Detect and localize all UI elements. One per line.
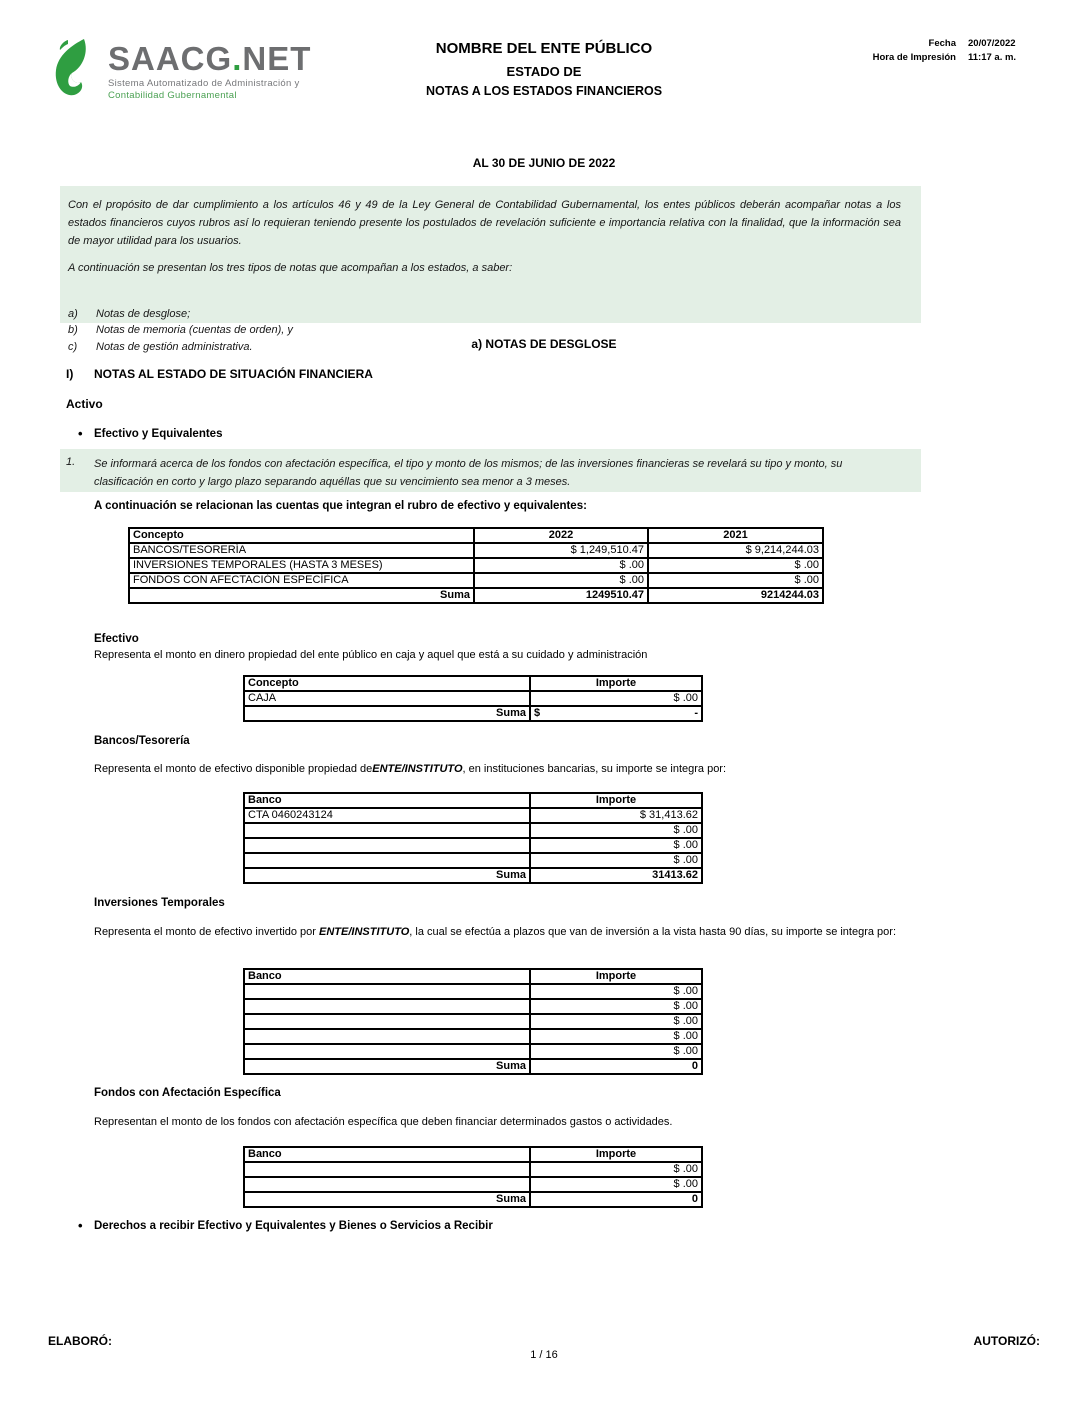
bancos-table bbox=[243, 792, 703, 884]
table-intro-text: A continuación se relacionan las cuentas que integran el rubro de efectivo y equivalentes: bbox=[94, 500, 587, 512]
table-row bbox=[244, 1044, 702, 1059]
bullet-icon: • bbox=[78, 1218, 83, 1233]
table-row bbox=[244, 808, 702, 823]
entity-name: NOMBRE DEL ENTE PÚBLICO bbox=[435, 40, 653, 57]
bullet-label: Efectivo y Equivalentes bbox=[94, 427, 223, 440]
table-row bbox=[244, 999, 702, 1014]
page-number: 1 / 16 bbox=[530, 1349, 558, 1361]
cell-importe: $ .00 bbox=[530, 823, 702, 838]
table-row bbox=[129, 573, 823, 588]
cell-concepto: INVERSIONES TEMPORALES (HASTA 3 MESES) bbox=[129, 558, 474, 573]
cell-importe: $ .00 bbox=[530, 853, 702, 868]
item-text: Notas de desglose; bbox=[96, 307, 191, 320]
suma-2021: 9214244.03 bbox=[648, 588, 823, 603]
table-row bbox=[244, 1014, 702, 1029]
autorizo-label: AUTORIZÓ: bbox=[973, 1334, 1040, 1348]
efectivo-heading: Efectivo bbox=[94, 633, 139, 645]
table-header-row bbox=[244, 793, 702, 808]
hora-label: Hora de Impresión bbox=[872, 52, 956, 63]
elaboro-label: ELABORÓ: bbox=[48, 1334, 112, 1348]
logo-tagline-2: Contabilidad Gubernamental bbox=[108, 90, 237, 101]
col-header-2022: 2022 bbox=[474, 528, 648, 543]
cell-importe: $ .00 bbox=[530, 1014, 702, 1029]
table-suma-row bbox=[244, 1059, 702, 1074]
item-key: c) bbox=[68, 340, 78, 353]
table-row bbox=[244, 853, 702, 868]
col-header-banco: Banco bbox=[244, 969, 530, 984]
cell-banco bbox=[244, 984, 530, 999]
note-1-box bbox=[60, 449, 921, 492]
note-number: 1. bbox=[66, 456, 76, 468]
item-text: Notas de memoria (cuentas de orden), y bbox=[96, 324, 293, 337]
table-header-row bbox=[244, 1147, 702, 1162]
suma-value: 31413.62 bbox=[530, 868, 702, 883]
col-header-banco: Banco bbox=[244, 793, 530, 808]
inversiones-heading: Inversiones Temporales bbox=[94, 897, 225, 909]
note-type-item-a bbox=[68, 306, 901, 323]
logo-tagline-1: Sistema Automatizado de Administración y bbox=[108, 78, 300, 89]
document-type-line2: NOTAS A LOS ESTADOS FINANCIEROS bbox=[425, 84, 663, 98]
col-header-importe: Importe bbox=[530, 969, 702, 984]
cell-2021: $ .00 bbox=[648, 573, 823, 588]
table-header-row bbox=[244, 969, 702, 984]
cell-banco bbox=[244, 1162, 530, 1177]
cell-banco bbox=[244, 838, 530, 853]
table-suma-row bbox=[244, 868, 702, 883]
note-text: Se informará acerca de los fondos con afectación específica, el tipo y monto de los mismos; de las inversiones financieras se revelará su tipo y monto, su clasificación en corto y largo plazo separando aquéllas que su vencimiento sea menor a 3 meses. bbox=[94, 458, 843, 488]
table-row bbox=[244, 1177, 702, 1192]
document-type-line1: ESTADO DE bbox=[506, 64, 582, 79]
suma-label: Suma bbox=[244, 1192, 530, 1207]
section-key: I) bbox=[66, 367, 74, 381]
currency-symbol: $ bbox=[534, 707, 541, 719]
intro-paragraph-1: Con el propósito de dar cumplimiento a los artículos 46 y 49 de la Ley General de Contabilidad Gubernamental, los entes públicos deberán acompañar notas a los estados financieros cuyos rubros así lo requieran teniendo presente los postulados de revelación suficiente e importancia relativa con la finalidad, que la información sea de mayor utilidad para los usuarios. bbox=[68, 199, 901, 248]
fecha-value: 20/07/2022 bbox=[968, 38, 1016, 49]
print-info bbox=[873, 38, 1040, 63]
col-header-importe: Importe bbox=[530, 793, 702, 808]
cell-2021: $ .00 bbox=[648, 558, 823, 573]
col-header-banco: Banco bbox=[244, 1147, 530, 1162]
cell-importe: $ .00 bbox=[530, 691, 702, 706]
cell-2022: $ .00 bbox=[474, 573, 648, 588]
cell-banco bbox=[244, 1044, 530, 1059]
table-suma-row bbox=[244, 706, 702, 721]
intro-note-box bbox=[60, 186, 921, 353]
suma-label: Suma bbox=[244, 1059, 530, 1074]
cell-banco bbox=[244, 853, 530, 868]
item-key: a) bbox=[68, 307, 78, 320]
fondos-paragraph: Representan el monto de los fondos con afectación específica que deben financiar determinados gastos o actividades. bbox=[94, 1116, 673, 1128]
table-row bbox=[244, 823, 702, 838]
table-row bbox=[129, 558, 823, 573]
cell-importe: $ .00 bbox=[530, 1177, 702, 1192]
ente-instituto-label: ENTE/INSTITUTO bbox=[372, 763, 463, 775]
intro-paragraph-2: A continuación se presentan los tres tipos de notas que acompañan a los estados, a saber: bbox=[68, 262, 513, 275]
cell-importe: $ 31,413.62 bbox=[530, 808, 702, 823]
period-title: AL 30 DE JUNIO DE 2022 bbox=[472, 156, 616, 170]
cell-banco bbox=[244, 1029, 530, 1044]
cell-banco bbox=[244, 1014, 530, 1029]
hora-value: 11:17 a. m. bbox=[968, 52, 1017, 63]
fecha-label: Fecha bbox=[928, 38, 956, 49]
col-header-concepto: Concepto bbox=[129, 528, 474, 543]
bancos-heading: Bancos/Tesorería bbox=[94, 735, 190, 747]
col-header-concepto: Concepto bbox=[244, 676, 530, 691]
cell-banco bbox=[244, 823, 530, 838]
suma-value: 0 bbox=[530, 1059, 702, 1074]
bullet-icon: • bbox=[78, 426, 83, 441]
table-suma-row bbox=[244, 1192, 702, 1207]
ente-instituto-label: ENTE/INSTITUTO bbox=[319, 926, 410, 938]
col-header-importe: Importe bbox=[530, 676, 702, 691]
efectivo-table bbox=[243, 675, 703, 722]
suma-2022: 1249510.47 bbox=[474, 588, 648, 603]
bullet-efectivo-equivalentes bbox=[78, 426, 222, 441]
bancos-paragraph: Representa el monto de efectivo disponible propiedad deENTE/INSTITUTO, en instituciones bancarias, su importe se integra por: bbox=[94, 763, 727, 775]
table-row bbox=[244, 838, 702, 853]
cell-concepto: BANCOS/TESORERÍA bbox=[129, 543, 474, 558]
col-header-importe: Importe bbox=[530, 1147, 702, 1162]
efectivo-equivalentes-table bbox=[128, 527, 824, 604]
brand-name: SAACG.NET bbox=[108, 40, 312, 77]
section-desglose-title: a) NOTAS DE DESGLOSE bbox=[471, 337, 617, 351]
cell-2021: $ 9,214,244.03 bbox=[648, 543, 823, 558]
activo-heading: Activo bbox=[66, 397, 103, 411]
suma-label: Suma bbox=[244, 706, 530, 721]
table-row bbox=[244, 1029, 702, 1044]
cell-importe: $ .00 bbox=[530, 984, 702, 999]
cell-concepto: CAJA bbox=[244, 691, 530, 706]
bullet-label: Derechos a recibir Efectivo y Equivalentes y Bienes o Servicios a Recibir bbox=[94, 1219, 493, 1232]
table-header-row bbox=[129, 528, 823, 543]
section-situacion-financiera bbox=[66, 367, 373, 381]
cell-importe: $ .00 bbox=[530, 1029, 702, 1044]
fondos-table bbox=[243, 1146, 703, 1208]
efectivo-paragraph: Representa el monto en dinero propiedad del ente público en caja y aquel que está a su cuidado y administración bbox=[94, 649, 648, 661]
suma-label: Suma bbox=[129, 588, 474, 603]
item-text: Notas de gestión administrativa. bbox=[96, 340, 253, 353]
col-header-2021: 2021 bbox=[648, 528, 823, 543]
cell-importe: $ .00 bbox=[530, 1162, 702, 1177]
cell-banco: CTA 0460243124 bbox=[244, 808, 530, 823]
suma-value: - bbox=[694, 707, 698, 719]
section-title: NOTAS AL ESTADO DE SITUACIÓN FINANCIERA bbox=[94, 367, 373, 381]
suma-importe bbox=[530, 706, 702, 721]
table-row bbox=[244, 691, 702, 706]
fondos-heading: Fondos con Afectación Específica bbox=[94, 1087, 281, 1099]
cell-2022: $ 1,249,510.47 bbox=[474, 543, 648, 558]
table-header-row bbox=[244, 676, 702, 691]
cell-concepto: FONDOS CON AFECTACIÓN ESPECÍFICA bbox=[129, 573, 474, 588]
cell-importe: $ .00 bbox=[530, 838, 702, 853]
inversiones-table bbox=[243, 968, 703, 1075]
table-row bbox=[129, 543, 823, 558]
cell-banco bbox=[244, 1177, 530, 1192]
suma-label: Suma bbox=[244, 868, 530, 883]
item-key: b) bbox=[68, 324, 78, 337]
table-row bbox=[244, 984, 702, 999]
cell-importe: $ .00 bbox=[530, 999, 702, 1014]
cell-importe: $ .00 bbox=[530, 1044, 702, 1059]
bullet-derechos bbox=[78, 1218, 493, 1233]
suma-value: 0 bbox=[530, 1192, 702, 1207]
cell-banco bbox=[244, 999, 530, 1014]
table-row bbox=[244, 1162, 702, 1177]
inversiones-paragraph: Representa el monto de efectivo invertido por ENTE/INSTITUTO, la cual se efectúa a plazos que van de inversión a la vista hasta 90 días, su importe se integra por: bbox=[94, 926, 897, 938]
table-suma-row bbox=[129, 588, 823, 603]
cell-2022: $ .00 bbox=[474, 558, 648, 573]
